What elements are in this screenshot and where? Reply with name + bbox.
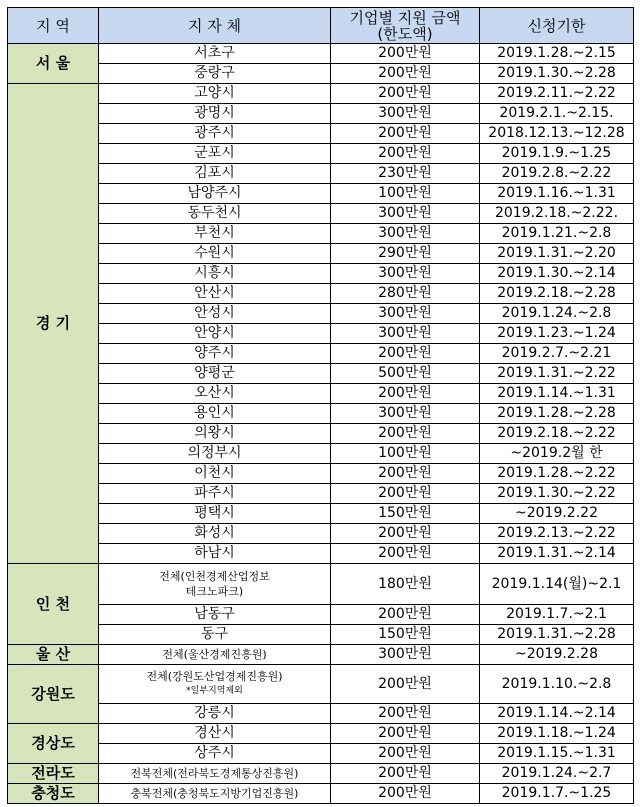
deadline-cell: 2019.1.31.~2.14	[480, 544, 634, 564]
municipality-cell	[99, 204, 331, 224]
municipality-cell	[99, 104, 331, 124]
deadline-cell: 2019.1.30.~2.14	[480, 264, 634, 284]
deadline-cell: 2019.1.18.~1.24	[480, 724, 634, 744]
amount-cell: 280만원	[331, 284, 480, 304]
table-row	[8, 244, 634, 264]
municipality-cell	[99, 544, 331, 564]
municipality-cell	[99, 564, 331, 605]
amount-cell: 200만원	[331, 464, 480, 484]
subsidy-table	[7, 7, 634, 804]
deadline-cell: 2019.1.10.~2.8	[480, 665, 634, 704]
table-row	[8, 124, 634, 144]
deadline-cell: 2019.1.28.~2.15	[480, 44, 634, 64]
municipality-label: 수원시	[194, 245, 235, 261]
municipality-cell	[99, 284, 331, 304]
amount-cell: 200만원	[331, 744, 480, 764]
municipality-label: 의정부시	[187, 445, 242, 461]
deadline-cell: 2019.1.31.~2.22	[480, 364, 634, 384]
amount-cell: 100만원	[331, 184, 480, 204]
municipality-cell	[99, 484, 331, 504]
deadline-cell: 2019.1.14(월)~2.1	[480, 564, 634, 605]
region-cell: 전라도	[8, 764, 99, 784]
amount-cell: 300만원	[331, 324, 480, 344]
amount-cell: 300만원	[331, 304, 480, 324]
table-row	[8, 304, 634, 324]
table-row	[8, 764, 634, 784]
table-row	[8, 44, 634, 64]
table-row	[8, 484, 634, 504]
municipality-cell	[99, 44, 331, 64]
municipality-label: 광주시	[194, 125, 235, 141]
region-cell: 경 기	[8, 84, 99, 564]
amount-cell: 200만원	[331, 384, 480, 404]
amount-cell: 200만원	[331, 784, 480, 804]
deadline-cell: 2019.2.18.~2.22	[480, 424, 634, 444]
amount-cell: 200만원	[331, 724, 480, 744]
header-municipality: 지 자 체	[99, 8, 331, 44]
municipality-cell	[99, 244, 331, 264]
municipality-label: 이천시	[194, 465, 235, 481]
table-row	[8, 144, 634, 164]
deadline-cell: 2019.1.30.~2.28	[480, 64, 634, 84]
municipality-cell	[99, 164, 331, 184]
deadline-cell: 2019.1.15.~1.31	[480, 744, 634, 764]
amount-cell: 300만원	[331, 104, 480, 124]
municipality-cell	[99, 764, 331, 784]
municipality-cell	[99, 444, 331, 464]
region-cell: 충청도	[8, 784, 99, 804]
table-row	[8, 424, 634, 444]
table-row	[8, 104, 634, 124]
deadline-cell: 2018.12.13.~12.28	[480, 124, 634, 144]
municipality-cell	[99, 384, 331, 404]
municipality-label: 중랑구	[194, 65, 235, 81]
deadline-cell: 2019.2.13.~2.22	[480, 524, 634, 544]
municipality-label: 용인시	[194, 405, 235, 421]
amount-cell: 200만원	[331, 344, 480, 364]
municipality-cell	[99, 724, 331, 744]
municipality-label: 서초구	[194, 45, 235, 61]
municipality-label: 오산시	[194, 385, 235, 401]
municipality-label: 광명시	[194, 105, 235, 121]
table-row	[8, 784, 634, 804]
amount-cell: 300만원	[331, 645, 480, 665]
municipality-label: 하남시	[194, 545, 235, 561]
deadline-cell: 2019.1.7.~2.1	[480, 605, 634, 625]
amount-cell: 300만원	[331, 224, 480, 244]
municipality-label: 전북전체(전라북도경제통상진흥원)	[130, 767, 299, 780]
table-row	[8, 264, 634, 284]
amount-cell: 200만원	[331, 605, 480, 625]
table-row	[8, 524, 634, 544]
note-label: *일부지역제외	[186, 686, 243, 696]
municipality-cell	[99, 144, 331, 164]
deadline-cell: 2019.1.7.~1.25	[480, 784, 634, 804]
municipality-label: 안양시	[194, 325, 235, 341]
amount-cell: 100만원	[331, 444, 480, 464]
municipality-label: 군포시	[194, 145, 235, 161]
deadline-cell: 2019.1.9.~1.25	[480, 144, 634, 164]
header-region: 지 역	[8, 8, 99, 44]
table-row	[8, 64, 634, 84]
table-row	[8, 625, 634, 645]
amount-cell: 200만원	[331, 764, 480, 784]
municipality-cell	[99, 504, 331, 524]
table-row	[8, 184, 634, 204]
amount-cell: 200만원	[331, 44, 480, 64]
table-row	[8, 384, 634, 404]
table-row	[8, 324, 634, 344]
municipality-label: 평택시	[194, 505, 235, 521]
municipality-label: 시흥시	[194, 265, 235, 281]
municipality-label: 부천시	[194, 225, 235, 241]
deadline-cell: 2019.1.28.~2.28	[480, 404, 634, 424]
amount-cell: 200만원	[331, 704, 480, 724]
deadline-cell: 2019.1.31.~2.20	[480, 244, 634, 264]
municipality-cell	[99, 404, 331, 424]
table-row	[8, 645, 634, 665]
region-cell: 울 산	[8, 645, 99, 665]
region-cell: 경상도	[8, 724, 99, 764]
deadline-cell: 2019.1.24.~2.7	[480, 764, 634, 784]
deadline-cell: 2019.1.28.~2.22	[480, 464, 634, 484]
municipality-cell	[99, 324, 331, 344]
amount-cell: 500만원	[331, 364, 480, 384]
deadline-cell: 2019.1.30.~2.22	[480, 484, 634, 504]
table-row	[8, 504, 634, 524]
municipality-label: 강릉시	[194, 705, 235, 721]
deadline-cell: 2019.2.18.~2.28	[480, 284, 634, 304]
table-row	[8, 704, 634, 724]
table-row	[8, 84, 634, 104]
deadline-cell: 2019.1.31.~2.28	[480, 625, 634, 645]
table-row	[8, 224, 634, 244]
deadline-cell: 2019.2.11.~2.22	[480, 84, 634, 104]
table-row	[8, 605, 634, 625]
municipality-label: 화성시	[194, 525, 235, 541]
table-row	[8, 344, 634, 364]
deadline-cell: 2019.1.14.~1.31	[480, 384, 634, 404]
amount-cell: 300만원	[331, 264, 480, 284]
municipality-cell	[99, 184, 331, 204]
municipality-label: 남동구	[194, 606, 235, 622]
amount-cell: 200만원	[331, 64, 480, 84]
amount-cell: 200만원	[331, 544, 480, 564]
table-row	[8, 364, 634, 384]
municipality-label: 고양시	[194, 85, 235, 101]
municipality-label: 안산시	[194, 285, 235, 301]
municipality-label: 경산시	[194, 725, 235, 741]
municipality-cell	[99, 264, 331, 284]
municipality-cell	[99, 665, 331, 704]
deadline-cell: 2019.2.7.~2.21	[480, 344, 634, 364]
municipality-cell	[99, 64, 331, 84]
municipality-cell	[99, 625, 331, 645]
header-amount: 기업별 지원 금액 (한도액)	[331, 8, 480, 44]
table-body	[8, 44, 634, 804]
municipality-label: 의왕시	[194, 425, 235, 441]
deadline-cell: 2019.1.24.~2.8	[480, 304, 634, 324]
amount-cell: 200만원	[331, 424, 480, 444]
municipality-label: 안성시	[194, 305, 235, 321]
table-row	[8, 724, 634, 744]
deadline-cell: ~2019.2월 한	[480, 444, 634, 464]
amount-cell: 230만원	[331, 164, 480, 184]
municipality-label: 전체(강원도산업경제진흥원)	[146, 670, 283, 683]
deadline-cell: 2019.2.8.~2.22	[480, 164, 634, 184]
deadline-cell: 2019.2.1.~2.15.	[480, 104, 634, 124]
municipality-label: 상주시	[194, 745, 235, 761]
municipality-cell	[99, 744, 331, 764]
amount-cell: 200만원	[331, 144, 480, 164]
municipality-cell	[99, 344, 331, 364]
municipality-cell	[99, 124, 331, 144]
municipality-cell	[99, 704, 331, 724]
table-row	[8, 544, 634, 564]
municipality-cell	[99, 364, 331, 384]
header-deadline: 신청기한	[480, 8, 634, 44]
municipality-label: 남양주시	[187, 185, 242, 201]
deadline-cell: 2019.1.21.~2.8	[480, 224, 634, 244]
table-row	[8, 404, 634, 424]
table-row	[8, 444, 634, 464]
amount-cell: 290만원	[331, 244, 480, 264]
municipality-label: 김포시	[194, 165, 235, 181]
amount-cell: 200만원	[331, 484, 480, 504]
amount-cell: 200만원	[331, 124, 480, 144]
municipality-cell	[99, 605, 331, 625]
municipality-cell	[99, 84, 331, 104]
amount-cell: 300만원	[331, 204, 480, 224]
municipality-cell	[99, 524, 331, 544]
amount-cell: 300만원	[331, 404, 480, 424]
table-row	[8, 164, 634, 184]
amount-cell: 150만원	[331, 625, 480, 645]
municipality-label: 동두천시	[187, 205, 242, 221]
amount-cell: 200만원	[331, 84, 480, 104]
municipality-label: 동구	[200, 626, 229, 642]
header-row	[8, 8, 634, 44]
municipality-cell	[99, 464, 331, 484]
municipality-label: 전체(울산경제진흥원)	[162, 648, 267, 661]
region-cell: 강원도	[8, 665, 99, 724]
municipality-label: 전체(인천경제산업정보 테크노파크)	[159, 570, 270, 598]
deadline-cell: ~2019.2.28	[480, 645, 634, 665]
deadline-cell: 2019.1.14.~2.14	[480, 704, 634, 724]
municipality-cell	[99, 224, 331, 244]
table-row	[8, 204, 634, 224]
municipality-cell	[99, 645, 331, 665]
deadline-cell: 2019.1.23.~1.24	[480, 324, 634, 344]
table-row	[8, 744, 634, 764]
deadline-cell: 2019.1.16.~1.31	[480, 184, 634, 204]
table-row	[8, 665, 634, 704]
municipality-label: 파주시	[194, 485, 235, 501]
deadline-cell: ~2019.2.22	[480, 504, 634, 524]
region-cell: 인 천	[8, 564, 99, 645]
table-row	[8, 464, 634, 484]
table-row	[8, 284, 634, 304]
region-cell: 서 울	[8, 44, 99, 84]
municipality-cell	[99, 784, 331, 804]
amount-cell: 180만원	[331, 564, 480, 605]
municipality-cell	[99, 424, 331, 444]
deadline-cell: 2019.2.18.~2.22.	[480, 204, 634, 224]
municipality-label: 양평군	[194, 365, 235, 381]
municipality-label: 충북전체(충청북도지방기업진흥원)	[130, 787, 299, 800]
amount-cell: 150만원	[331, 504, 480, 524]
amount-cell: 200만원	[331, 665, 480, 704]
amount-cell: 200만원	[331, 524, 480, 544]
municipality-cell	[99, 304, 331, 324]
municipality-label: 양주시	[194, 345, 235, 361]
table-row	[8, 564, 634, 605]
